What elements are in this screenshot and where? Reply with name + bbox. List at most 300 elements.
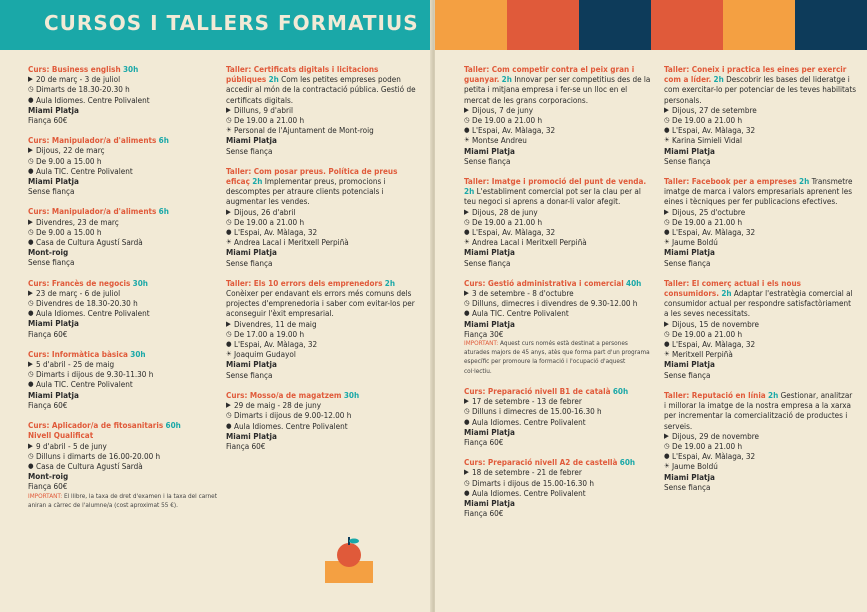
course-fee: Fiança 60€: [226, 440, 266, 451]
course-title: Taller: El comerç actual i els nous consumidors.: [664, 277, 801, 299]
course-title: Curs: Aplicador/a de fitosanitaris: [28, 420, 164, 431]
course-city: Miami Platja: [226, 247, 277, 258]
clock-icon: ◷: [28, 370, 34, 379]
course-dates: [664, 431, 856, 441]
course-schedule-text: De 19.00 a 21.00 h: [672, 115, 743, 126]
course-schedule: [664, 329, 856, 339]
left-page: [0, 0, 432, 612]
course-dates-text: 5 d'abril - 25 de maig: [36, 359, 115, 370]
course-dates: [226, 207, 418, 217]
play-arrow-icon: ▶: [226, 207, 231, 216]
course-description: Adaptar l'estratègia comercial al consumidor actual per respondre satisfactòriament a les seves necessitats.: [664, 288, 853, 319]
course-city: Mont-roig: [28, 471, 69, 482]
course-heading: [28, 206, 218, 216]
course-dates-text: Dijous, 28 de juny: [472, 206, 538, 217]
course-place-text: L'Espai, Av. Màlaga, 32: [672, 339, 756, 350]
course-dates: [226, 400, 418, 410]
course-hours: 2h: [721, 288, 732, 299]
course-entry: [28, 278, 218, 339]
location-pin-icon: ●: [664, 228, 670, 237]
course-schedule: [464, 298, 654, 308]
location-pin-icon: ●: [464, 228, 470, 237]
course-entry: [464, 457, 654, 518]
course-person: [664, 349, 856, 359]
course-heading: [664, 390, 856, 431]
course-title: Curs: Preparació nivell B1 de català: [464, 385, 611, 396]
course-schedule-text: De 19.00 a 21.00 h: [234, 216, 305, 227]
course-dates-text: 18 de setembre - 21 de febrer: [472, 467, 582, 478]
course-city: Miami Platja: [664, 359, 715, 370]
color-stripe: [507, 0, 579, 50]
course-fee: Sense fiança: [664, 257, 711, 268]
course-schedule-text: De 19.00 a 21.00 h: [672, 216, 743, 227]
course-heading: [664, 64, 856, 105]
course-fee: Sense fiança: [664, 155, 711, 166]
location-pin-icon: ●: [28, 309, 34, 318]
clock-icon: ◷: [226, 411, 232, 420]
clock-icon: ◷: [464, 407, 470, 416]
course-place-text: Aula Idiomes. Centre Polivalent: [234, 420, 348, 431]
course-schedule-text: Dimarts i dijous de 9.00-12.00 h: [234, 410, 352, 421]
speaker-icon: ☀: [226, 238, 232, 247]
course-subtitle: Nivell Qualificat: [28, 430, 94, 441]
course-schedule-text: Dimarts de 18.30-20.30 h: [36, 84, 130, 95]
course-description: L'establiment comercial pot ser la clau per al teu negoci si aprens a donar-li valor afegit.: [464, 186, 641, 207]
course-schedule: [226, 115, 418, 125]
course-place: [28, 237, 218, 247]
course-place: [226, 227, 418, 237]
play-arrow-icon: ▶: [664, 431, 669, 440]
course-dates: [28, 217, 218, 227]
course-heading: [28, 420, 218, 430]
course-place-text: L'Espai, Av. Màlaga, 32: [672, 227, 756, 238]
course-fee: Fiança 60€: [28, 115, 68, 126]
course-description: Com les petites empreses poden accedir al món de la contractació pública. Gestió de certificats digitals.: [226, 74, 416, 105]
course-person-text: Meritxell Perpiñà: [672, 349, 733, 360]
play-arrow-icon: ▶: [28, 75, 33, 84]
course-schedule-text: De 9.00 a 15.00 h: [36, 155, 102, 166]
course-person: [464, 135, 654, 145]
course-fee: Fiança 60€: [28, 328, 68, 339]
course-place-text: L'Espai, Av. Màlaga, 32: [234, 227, 318, 238]
course-entry: [226, 390, 418, 451]
course-heading: [28, 278, 218, 288]
course-place-text: Casa de Cultura Agustí Sardà: [36, 237, 143, 248]
color-stripe: [795, 0, 867, 50]
color-stripe: [723, 0, 795, 50]
course-city: Miami Platja: [464, 497, 515, 508]
course-city: Miami Platja: [464, 426, 515, 437]
course-city: Miami Platja: [664, 145, 715, 156]
course-heading: [226, 64, 418, 105]
play-arrow-icon: ▶: [464, 105, 469, 114]
course-schedule: [664, 115, 856, 125]
course-title: Taller: Com competir contra el peix gran i guanyar.: [464, 64, 635, 85]
course-schedule: [464, 406, 654, 416]
course-fee: Fiança 60€: [28, 399, 68, 410]
speaker-icon: ☀: [464, 136, 470, 145]
course-place: [464, 488, 654, 498]
course-hours: 60h: [612, 385, 629, 396]
course-heading: [664, 278, 856, 319]
clock-icon: ◷: [28, 227, 34, 236]
course-fee: Fiança 60€: [464, 436, 504, 447]
course-place: [664, 227, 856, 237]
location-pin-icon: ●: [226, 340, 232, 349]
course-description: Transmetre imatge de marca i valors empresarials aprenent les eines i tècniques per fer publicacions efectives.: [664, 176, 853, 207]
course-hours: 2h: [768, 389, 779, 400]
course-hours: 6h: [158, 206, 169, 217]
clock-icon: ◷: [464, 478, 470, 487]
course-city: Miami Platja: [464, 318, 515, 329]
color-stripe: [435, 0, 507, 50]
course-place-text: L'Espai, Av. Màlaga, 32: [672, 125, 756, 136]
course-fee: Sense fiança: [464, 257, 511, 268]
course-place: [226, 421, 418, 431]
play-arrow-icon: ▶: [464, 468, 469, 477]
course-dates: [664, 105, 856, 115]
course-entry: [664, 64, 856, 166]
location-pin-icon: ●: [28, 238, 34, 247]
course-person-text: Karina Simieli Vidal: [672, 135, 743, 146]
course-place: [28, 308, 218, 318]
play-arrow-icon: ▶: [664, 319, 669, 328]
course-place-text: Aula Idiomes. Centre Polivalent: [36, 94, 150, 105]
course-fee: Sense fiança: [28, 186, 75, 197]
course-title: Curs: Business english: [28, 64, 121, 74]
play-arrow-icon: ▶: [226, 401, 231, 410]
course-dates-text: 3 de setembre - 8 d'octubre: [472, 288, 574, 299]
course-schedule: [28, 298, 218, 308]
course-hours: 2h: [464, 186, 475, 197]
course-schedule-text: Dilluns, dimecres i divendres de 9.30-12.00 h: [472, 298, 638, 309]
clock-icon: ◷: [664, 116, 670, 125]
location-pin-icon: ●: [464, 126, 470, 135]
play-arrow-icon: ▶: [664, 105, 669, 114]
course-place: [664, 451, 856, 461]
course-heading: [464, 176, 654, 207]
column-2: [226, 64, 418, 461]
course-title: Taller: Coneix i practica les eines per exercir com a líder.: [664, 64, 847, 85]
course-dates-text: Dilluns, 9 d'abril: [234, 104, 294, 115]
course-schedule-text: De 19.00 a 21.00 h: [234, 115, 305, 126]
course-dates: [28, 288, 218, 298]
course-dates-text: Dijous, 22 de març: [36, 145, 105, 156]
column-3: [464, 64, 654, 528]
course-city: Miami Platja: [28, 104, 79, 115]
course-schedule-text: De 19.00 a 21.00 h: [472, 216, 543, 227]
course-dates: [464, 467, 654, 477]
play-arrow-icon: ▶: [464, 289, 469, 298]
clock-icon: ◷: [464, 217, 470, 226]
course-hours: 2h: [268, 74, 279, 85]
course-schedule-text: Divendres de 18.30-20.30 h: [36, 298, 138, 309]
course-place: [464, 227, 654, 237]
speaker-icon: ☀: [664, 350, 670, 359]
clock-icon: ◷: [664, 329, 670, 338]
important-note: [464, 339, 654, 376]
course-fee: Sense fiança: [664, 369, 711, 380]
course-entry: [464, 64, 654, 166]
course-dates: [28, 145, 218, 155]
location-pin-icon: ●: [664, 340, 670, 349]
course-city: Miami Platja: [664, 471, 715, 482]
course-place-text: Aula Idiomes. Centre Polivalent: [472, 487, 586, 498]
course-description: Conèixer per endavant els errors més comuns dels projectes d'emprenedoria i saber com evitar-los per aconseguir l'èxit empresarial.: [226, 288, 415, 319]
important-note: [28, 492, 218, 510]
course-dates: [664, 207, 856, 217]
course-dates-text: 20 de març - 3 de juliol: [36, 74, 121, 85]
course-dates: [226, 319, 418, 329]
course-place-text: Aula TIC. Centre Polivalent: [472, 308, 569, 319]
course-hours: 30h: [130, 348, 146, 359]
course-hours: 30h: [343, 389, 360, 400]
course-title: Taller: Facebook per a empreses: [664, 176, 797, 187]
course-schedule: [664, 217, 856, 227]
course-dates-text: Dijous, 25 d'octubre: [672, 206, 746, 217]
course-place-text: L'Espai, Av. Màlaga, 32: [672, 451, 756, 462]
location-pin-icon: ●: [28, 166, 34, 175]
column-4: [664, 64, 856, 502]
course-dates-text: Dijous, 29 de novembre: [672, 430, 760, 441]
play-arrow-icon: ▶: [464, 207, 469, 216]
course-fee: Sense fiança: [28, 257, 75, 268]
course-dates: [28, 359, 218, 369]
course-hours: 60h: [619, 457, 636, 468]
course-fee: Sense fiança: [226, 369, 273, 380]
course-place: [464, 125, 654, 135]
play-arrow-icon: ▶: [28, 360, 33, 369]
important-text: El llibre, la taxa de dret d'examen i la taxa del carnet aniran a càrrec de l'alumne/a (cost aproximat 55 €).: [28, 491, 217, 509]
course-dates-text: Divendres, 11 de maig: [234, 318, 317, 329]
location-pin-icon: ●: [664, 452, 670, 461]
important-text: Aquest curs només està destinat a persones aturades majors de 45 anys, atès que forma part d'un programa específic per promoure la formació i l'ocupació d'aquest col·lectiu.: [464, 339, 650, 375]
course-place-text: Aula Idiomes. Centre Polivalent: [36, 308, 150, 319]
course-description: Innovar per ser competitius des de la petita i mitjana empresa i fer-se un lloc en el mercat de les grans corporacions.: [464, 74, 651, 105]
important-label: IMPORTANT:: [28, 491, 63, 500]
course-description: Implementar preus, promocions i descomptes per atraure clients potencials i augmentar les vendes.: [226, 176, 386, 207]
clock-icon: ◷: [28, 85, 34, 94]
clock-icon: ◷: [28, 299, 34, 308]
course-person-text: Personal de l'Ajuntament de Mont-roig: [234, 125, 374, 136]
course-hours: 60h: [165, 420, 181, 431]
course-title: Curs: Manipulador/a d'aliments: [28, 206, 157, 217]
clock-icon: ◷: [226, 217, 232, 226]
play-arrow-icon: ▶: [664, 207, 669, 216]
course-entry: [28, 206, 218, 267]
course-schedule-text: De 9.00 a 15.00 h: [36, 226, 102, 237]
right-page: [435, 0, 867, 612]
location-pin-icon: ●: [28, 380, 34, 389]
clock-icon: ◷: [664, 441, 670, 450]
course-city: Mont-roig: [28, 247, 69, 258]
course-place: [28, 379, 218, 389]
course-dates: [28, 74, 218, 84]
course-dates: [28, 441, 218, 451]
course-title: Taller: Certificats digitals i licitacions públiques: [226, 64, 379, 85]
clock-icon: ◷: [28, 451, 34, 460]
course-schedule: [464, 115, 654, 125]
course-city: Miami Platja: [464, 145, 515, 156]
course-person-text: Montse Andreu: [472, 135, 527, 146]
course-fee: Sense fiança: [226, 145, 273, 156]
course-dates-text: Divendres, 23 de març: [36, 216, 119, 227]
course-dates-text: Dijous, 26 d'abril: [234, 206, 296, 217]
course-heading: [464, 386, 654, 396]
course-heading: [226, 166, 418, 207]
course-fee: Sense fiança: [464, 155, 511, 166]
course-heading: [464, 278, 654, 288]
course-place-text: Aula TIC. Centre Polivalent: [36, 165, 133, 176]
clock-icon: ◷: [464, 299, 470, 308]
column-1: [28, 64, 218, 520]
course-fee: Sense fiança: [664, 481, 711, 492]
course-entry: [226, 278, 418, 380]
course-heading: [226, 278, 418, 319]
course-dates: [464, 288, 654, 298]
course-person: [464, 237, 654, 247]
course-place: [464, 308, 654, 318]
clock-icon: ◷: [28, 156, 34, 165]
course-schedule-text: De 17.00 a 19.00 h: [234, 328, 305, 339]
course-schedule: [464, 478, 654, 488]
speaker-icon: ☀: [664, 136, 670, 145]
course-description: Descobrir les bases del lideratge i com exercitar-lo per potenciar de les teves habilitats personals.: [664, 74, 857, 105]
course-person: [664, 135, 856, 145]
course-place: [226, 339, 418, 349]
course-heading: [28, 135, 218, 145]
course-dates: [464, 105, 654, 115]
speaker-icon: ☀: [464, 238, 470, 247]
course-title: Curs: Manipulador/a d'aliments: [28, 135, 157, 146]
course-schedule-text: Dilluns i dimecres de 15.00-16.30 h: [472, 406, 602, 417]
color-stripe: [579, 0, 651, 50]
course-hours: 2h: [384, 277, 396, 288]
location-pin-icon: ●: [464, 417, 470, 426]
color-stripes: [435, 0, 867, 50]
course-city: Miami Platja: [28, 318, 79, 329]
course-schedule-text: Dimarts i dijous de 15.00-16.30 h: [472, 477, 594, 488]
course-heading: [28, 349, 218, 359]
course-fee: Fiança 60€: [28, 481, 68, 492]
clock-icon: ◷: [226, 329, 232, 338]
course-dates: [464, 207, 654, 217]
course-title: Taller: Reputació en línia: [664, 389, 766, 400]
course-dates: [464, 396, 654, 406]
course-schedule-text: De 19.00 a 21.00 h: [472, 115, 543, 126]
course-place-text: Aula TIC. Centre Polivalent: [36, 379, 133, 390]
course-schedule: [226, 217, 418, 227]
course-title: Taller: Imatge i promoció del punt de venda.: [464, 176, 647, 187]
course-title: Curs: Gestió administrativa i comercial: [464, 277, 624, 288]
speaker-icon: ☀: [664, 238, 670, 247]
course-dates-text: Dijous, 27 de setembre: [672, 104, 757, 115]
course-fee: Fiança 30€: [464, 328, 504, 339]
course-title: Taller: Com posar preus. Política de preus eficaç: [226, 165, 398, 187]
course-schedule: [28, 227, 218, 237]
course-schedule-text: De 19.00 a 21.00 h: [672, 328, 743, 339]
course-entry: [664, 390, 856, 492]
course-hours: 30h: [122, 64, 139, 74]
course-schedule: [664, 441, 856, 451]
course-hours: 2h: [799, 176, 810, 187]
course-dates: [226, 105, 418, 115]
clock-icon: ◷: [464, 116, 470, 125]
course-heading: [226, 390, 418, 400]
course-schedule: [226, 410, 418, 420]
play-arrow-icon: ▶: [28, 441, 33, 450]
course-schedule: [28, 451, 218, 461]
course-place-text: Casa de Cultura Agustí Sardà: [36, 460, 143, 471]
course-city: Miami Platja: [226, 430, 277, 441]
course-city: Miami Platja: [664, 247, 715, 258]
play-arrow-icon: ▶: [464, 397, 469, 406]
course-place: [464, 417, 654, 427]
location-pin-icon: ●: [664, 126, 670, 135]
course-schedule: [464, 217, 654, 227]
clock-icon: ◷: [664, 217, 670, 226]
course-schedule-text: Dimarts i dijous de 9.30-11.30 h: [36, 369, 154, 380]
play-arrow-icon: ▶: [28, 146, 33, 155]
course-place: [664, 339, 856, 349]
course-dates-text: 17 de setembre - 13 de febrer: [472, 396, 582, 407]
important-label: IMPORTANT:: [464, 339, 499, 348]
course-place: [664, 125, 856, 135]
course-place: [28, 166, 218, 176]
course-person: [226, 237, 418, 247]
course-person-text: Joaquim Gudayol: [234, 349, 296, 360]
course-place-text: Aula Idiomes. Centre Polivalent: [472, 416, 586, 427]
course-entry: [464, 278, 654, 376]
color-stripe: [651, 0, 723, 50]
course-dates-text: Dijous, 7 de juny: [472, 104, 534, 115]
course-heading: [464, 64, 654, 105]
location-pin-icon: ●: [28, 461, 34, 470]
course-entry: [464, 386, 654, 447]
course-hours: 40h: [626, 277, 642, 288]
course-entry: [28, 64, 218, 125]
course-person: [664, 237, 856, 247]
location-pin-icon: ●: [464, 488, 470, 497]
course-heading: [28, 64, 218, 74]
course-place: [28, 95, 218, 105]
course-entry: [28, 420, 218, 510]
course-entry: [28, 349, 218, 410]
page-title: CURSOS I TALLERS FORMATIUS: [44, 11, 419, 35]
course-dates-text: 23 de març - 6 de juliol: [36, 287, 121, 298]
course-city: Miami Platja: [226, 135, 277, 146]
course-entry: [464, 176, 654, 268]
course-place-text: L'Espai, Av. Màlaga, 32: [234, 339, 318, 350]
course-person: [664, 461, 856, 471]
course-hours: 30h: [132, 277, 148, 288]
course-fee: Sense fiança: [226, 257, 273, 268]
course-description: Gestionar, analitzar i millorar la imatge de la nostra empresa a la xarxa per incrementar la comercialització de productes i serveis.: [664, 389, 853, 431]
course-person-text: Andrea Lacal i Meritxell Perpiñà: [234, 237, 349, 248]
clock-icon: ◷: [226, 116, 232, 125]
course-city: Miami Platja: [28, 389, 79, 400]
apple-icon: [323, 533, 375, 585]
course-hours: 2h: [252, 176, 263, 187]
course-hours: 6h: [158, 135, 169, 146]
course-title: Taller: Els 10 errors dels emprenedors: [226, 277, 383, 288]
course-title: Curs: Informàtica bàsica: [28, 348, 128, 359]
course-entry: [226, 64, 418, 156]
course-dates-text: 29 de maig - 28 de juny: [234, 400, 322, 411]
course-schedule: [28, 156, 218, 166]
speaker-icon: ☀: [226, 126, 232, 135]
course-schedule: [226, 329, 418, 339]
